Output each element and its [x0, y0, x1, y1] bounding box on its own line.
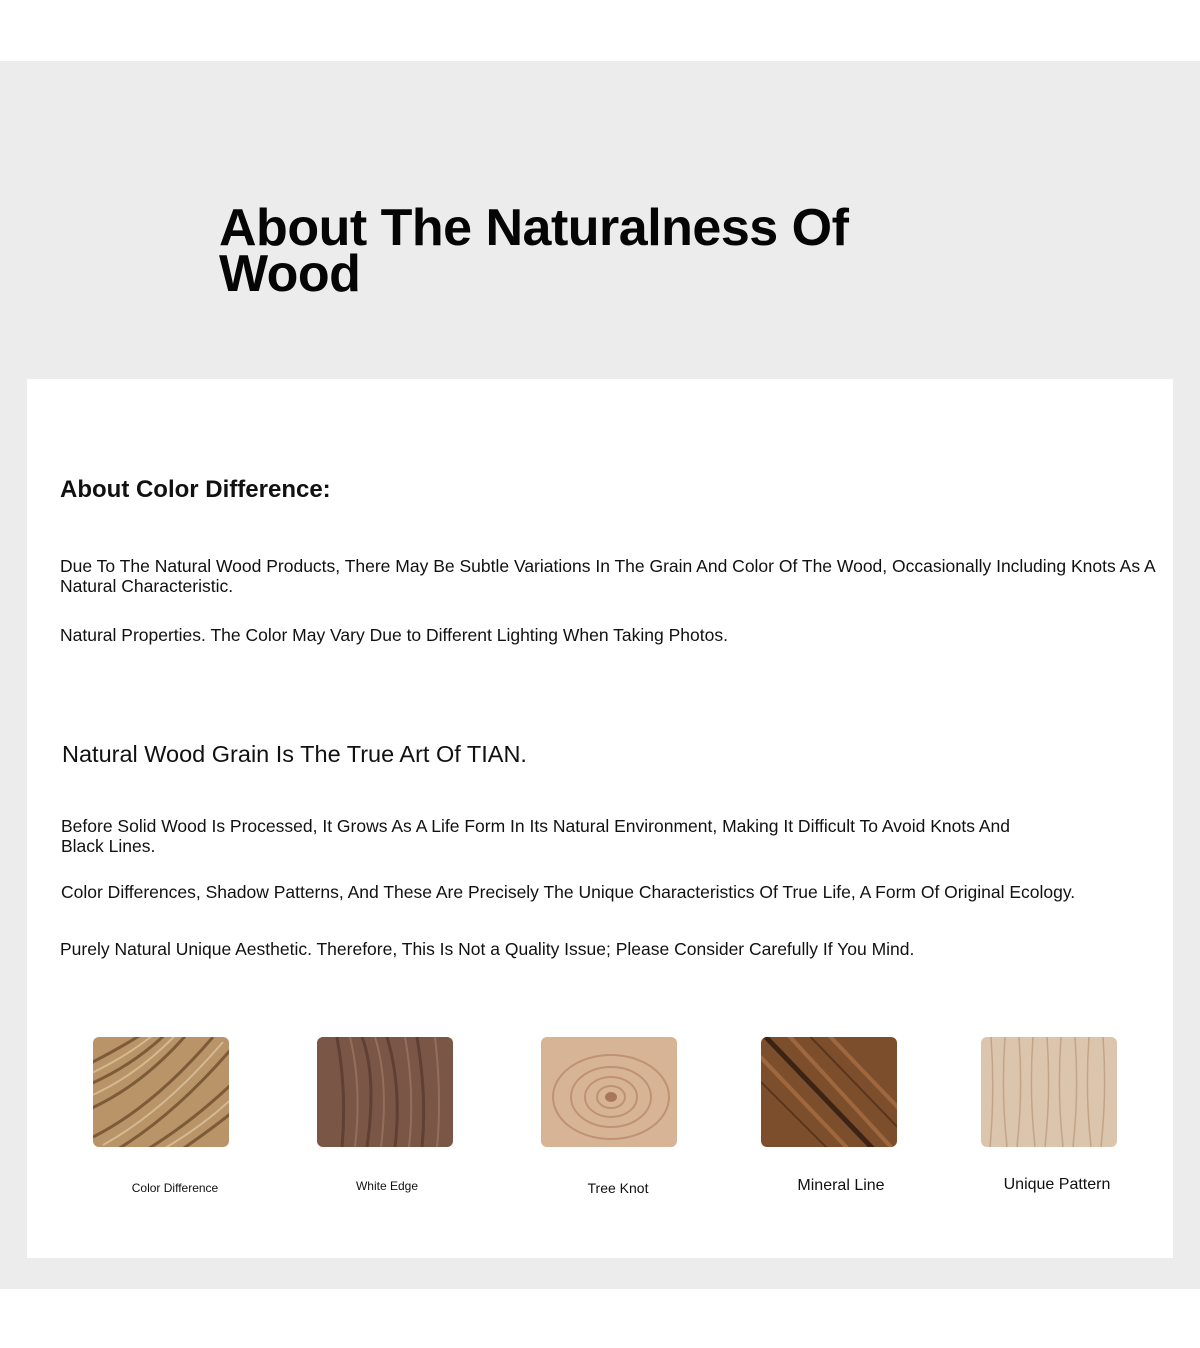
wood-white-edge-swatch — [317, 1037, 453, 1147]
swatch-caption-white-edge: White Edge — [355, 1179, 419, 1193]
wood-unique-pattern-swatch — [981, 1037, 1117, 1147]
wood-grain-paragraph-2: Color Differences, Shadow Patterns, And These Are Precisely The Unique Characteristics Of True Life, A Form Of Original Ecology. — [61, 882, 1076, 902]
wood-grain-paragraph-3: Purely Natural Unique Aesthetic. Therefore, This Is Not a Quality Issue; Please Consider Carefully If You Mind. — [60, 939, 915, 959]
wood-unique-pattern-image — [981, 1037, 1117, 1147]
wood-tree-knot-image — [541, 1037, 677, 1147]
color-difference-paragraph-1: Due To The Natural Wood Products, There May Be Subtle Variations In The Grain And Color Of The Wood, Occasionally Including Knots As A Natural Characteristic. — [60, 556, 1155, 596]
swatch-caption-color-difference: Color Difference — [131, 1181, 219, 1195]
page-title: About The Naturalness Of Wood — [219, 199, 849, 303]
wood-color-difference-swatch — [93, 1037, 229, 1147]
swatch-caption-tree-knot: Tree Knot — [587, 1180, 649, 1196]
wood-tree-knot-swatch — [541, 1037, 677, 1147]
swatch-caption-unique-pattern: Unique Pattern — [1003, 1176, 1111, 1193]
wood-grain-paragraph-1: Before Solid Wood Is Processed, It Grows As A Life Form In Its Natural Environment, Making It Difficult To Avoid Knots And Black Lines. — [61, 816, 1011, 856]
color-difference-heading: About Color Difference: — [60, 476, 331, 503]
wood-mineral-line-swatch — [761, 1037, 897, 1147]
wood-color-difference-image — [93, 1037, 229, 1147]
color-difference-paragraph-2: Natural Properties. The Color May Vary Due to Different Lighting When Taking Photos. — [60, 625, 728, 645]
wood-mineral-line-image — [761, 1037, 897, 1147]
wood-grain-heading: Natural Wood Grain Is The True Art Of TIAN. — [62, 741, 527, 767]
content-card — [27, 379, 1173, 1258]
swatch-caption-mineral-line: Mineral Line — [797, 1177, 885, 1194]
wood-white-edge-image — [317, 1037, 453, 1147]
